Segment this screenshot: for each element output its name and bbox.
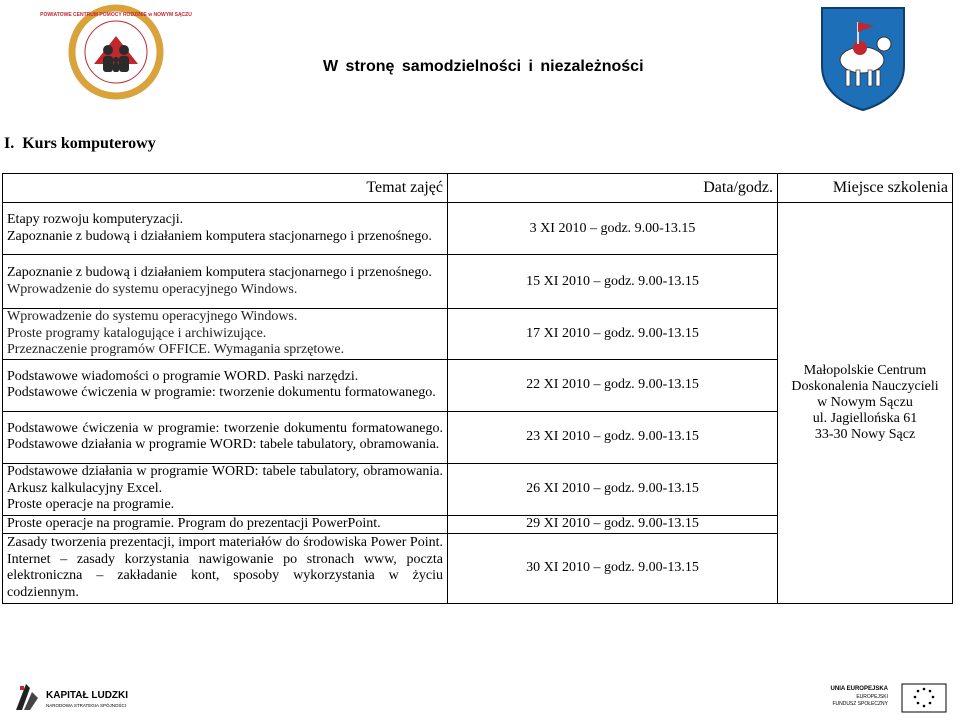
section-title: Kurs komputerowy [22, 135, 156, 152]
topic-line: Proste programy katalogujące i archiwizujące. [7, 325, 267, 341]
topic-cell [3, 255, 448, 309]
date-cell: 3 XI 2010 – godz. 9.00-13.15 [448, 203, 778, 255]
topic-cell [3, 203, 448, 255]
topic-cell [3, 533, 448, 603]
place-line: w Nowym Sączu [817, 394, 913, 410]
eu-line-1: UNIA EUROPEJSKA [830, 686, 888, 692]
date-cell: 17 XI 2010 – godz. 9.00-13.15 [448, 309, 778, 360]
header-place: Miejsce szkolenia [778, 174, 953, 203]
schedule-table [2, 173, 953, 604]
topic-line: Podstawowe wiadomości o programie WORD. Paski narzędzi. [7, 368, 359, 384]
eu-logo [820, 680, 950, 716]
date-cell: 26 XI 2010 – godz. 9.00-13.15 [448, 463, 778, 515]
section-number: I. [4, 135, 15, 152]
topic-line: Podstawowe działania w programie WORD: tabele tabulatory, obramowania. Arkusz kalkulacyjny Excel. [7, 464, 443, 496]
topic-line: Zasady tworzenia prezentacji, import materiałów do środowiska Power Point. Internet – zasady korzystania nawigowanie po stronach www, poczta elektroniczna – zakładanie kont, sposoby wykorzystania w życiu codziennym. [7, 535, 443, 600]
topic-cell [3, 309, 448, 360]
place-line: 33-30 Nowy Sącz [814, 426, 916, 442]
topic-cell [3, 411, 448, 463]
topic-line: Wprowadzenie do systemu operacyjnego Windows. [7, 281, 298, 297]
kapital-ludzki-logo [10, 678, 160, 718]
date-cell: 22 XI 2010 – godz. 9.00-13.15 [448, 359, 778, 411]
header-topic: Temat zajęć [3, 174, 448, 203]
logo-arc-text: POWIATOWE CENTRUM POMOCY RODZINIE w NOWYM SĄCZU [40, 12, 192, 18]
topic-line: Zapoznanie z budową i działaniem komputera stacjonarnego i przenośnego. [7, 228, 432, 244]
date-cell: 29 XI 2010 – godz. 9.00-13.15 [448, 515, 778, 533]
table-header-row [3, 174, 953, 203]
section-heading [4, 135, 156, 153]
kl-title: KAPITAŁ LUDZKI [46, 690, 129, 701]
topic-cell [3, 463, 448, 515]
place-line: Małopolskie Centrum [803, 362, 927, 378]
topic-line: Wprowadzenie do systemu operacyjnego Windows. [7, 309, 298, 324]
pcpr-logo [40, 2, 192, 100]
topic-line: Przeznaczenie programów OFFICE. Wymagania sprzętowe. [7, 342, 345, 357]
topic-line: Zapoznanie z budową i działaniem komputera stacjonarnego i przenośnego. [7, 265, 432, 280]
place-cell [778, 203, 953, 604]
kl-subtitle: NARODOWA STRATEGIA SPÓJNOŚCI [46, 703, 127, 708]
topic-line: Podstawowe ćwiczenia w programie: tworzenie dokumentu formatowanego. Podstawowe działania w programie WORD: tabele tabulatory, obramowania. [7, 420, 443, 452]
date-cell: 30 XI 2010 – godz. 9.00-13.15 [448, 533, 778, 603]
eu-line-2: EUROPEJSKI [856, 694, 888, 700]
date-cell: 23 XI 2010 – godz. 9.00-13.15 [448, 411, 778, 463]
topic-line: Etapy rozwoju komputeryzacji. [7, 212, 184, 227]
header-date: Data/godz. [448, 174, 778, 203]
topic-line: Podstawowe ćwiczenia w programie: tworzenie dokumentu formatowanego. [7, 385, 436, 400]
page-title: W stronę samodzielności i niezależności [323, 58, 644, 75]
topic-line: Proste operacje na programie. Program do prezentacji PowerPoint. [7, 515, 381, 531]
date-cell: 15 XI 2010 – godz. 9.00-13.15 [448, 255, 778, 309]
place-line: Doskonalenia Nauczycieli [791, 378, 939, 394]
topic-line: Proste operacje na programie. [7, 497, 175, 513]
table-row [3, 203, 953, 255]
topic-cell [3, 359, 448, 411]
eu-line-3: FUNDUSZ SPOŁECZNY [832, 701, 888, 707]
coat-of-arms-crest [818, 4, 908, 112]
topic-cell [3, 515, 448, 533]
place-line: ul. Jagiellońska 61 [812, 410, 918, 426]
